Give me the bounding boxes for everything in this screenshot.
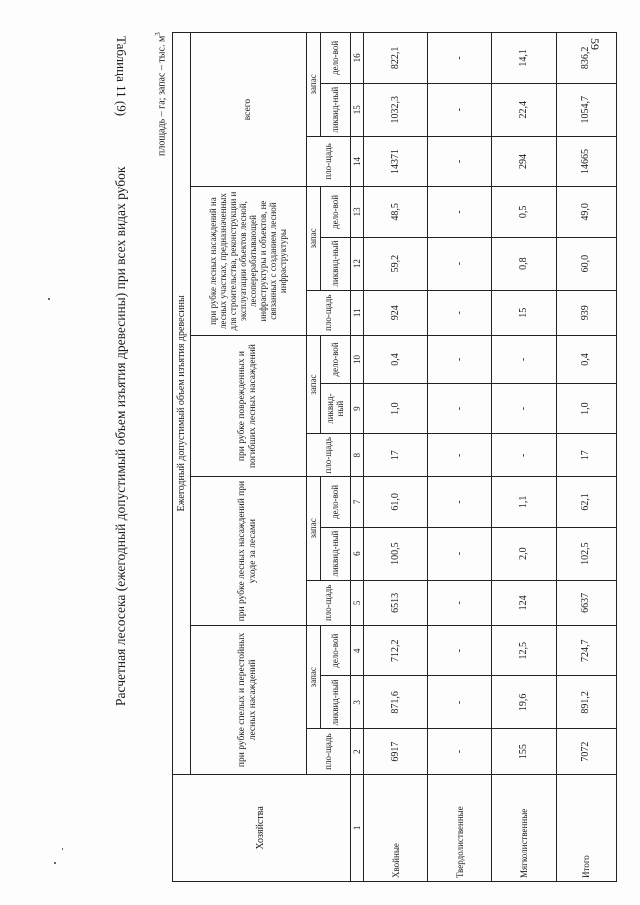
header-allowable: Ежегодный допустимый объем изъятия древесины	[173, 33, 191, 775]
sub-area: пло-щадь	[306, 580, 350, 625]
sub-stock: запас	[306, 335, 320, 433]
sub-business: дело-вой	[320, 626, 350, 676]
row-label: Хвойные	[363, 774, 427, 881]
table-cell: -	[428, 527, 492, 580]
group-construction: при рубке лесных насаждений на лесных участках, предназначенных для строительства, реконструкции и эксплуатации объектов лесной, лесоперерабатывающей инфраструктуры и объектов, не связанных с созданием лесной инфраструктуры	[191, 187, 307, 336]
group-mature: при рубке спелых и перестойных лесных насаждений	[191, 626, 307, 775]
scan-speck	[62, 848, 63, 850]
table-cell: -	[428, 290, 492, 335]
table-cell: 822,1	[363, 33, 427, 84]
table-cell: 2,0	[492, 527, 556, 580]
table-cell: 0,5	[492, 187, 556, 237]
col-index: 7	[350, 477, 363, 527]
col-index: 14	[350, 136, 363, 186]
table-row	[492, 33, 556, 882]
scan-speck	[54, 862, 56, 864]
table-cell: 17	[556, 434, 616, 477]
table-cell: 14665	[556, 136, 616, 186]
table-cell: -	[492, 335, 556, 383]
col-index: 4	[350, 626, 363, 676]
table-cell: 836,2	[556, 33, 616, 84]
sub-stock: запас	[306, 33, 320, 137]
table-cell: 1054,7	[556, 83, 616, 136]
table-cell: -	[492, 434, 556, 477]
col-index: 13	[350, 187, 363, 237]
table-cell: 62,1	[556, 477, 616, 527]
sub-stock: запас	[306, 626, 320, 729]
col-index: 6	[350, 527, 363, 580]
sub-liquid: ликвид-ный	[320, 237, 350, 290]
units-note	[153, 32, 167, 156]
table-cell: 891,2	[556, 676, 616, 729]
table-row	[363, 33, 427, 882]
sub-liquid: ликвид-ный	[320, 383, 350, 433]
table-cell: -	[428, 335, 492, 383]
group-care: при рубке лесных насаждений при уходе за лесами	[191, 477, 307, 626]
header-farm: Хозяйства	[173, 774, 351, 881]
sub-business: дело-вой	[320, 477, 350, 527]
col-index: 16	[350, 33, 363, 84]
table-cell: 0,4	[363, 335, 427, 383]
table-cell: 939	[556, 290, 616, 335]
sub-area: пло-щадь	[306, 136, 350, 186]
table-body	[363, 33, 616, 882]
col-index: 1	[350, 774, 363, 881]
table-cell: 155	[492, 729, 556, 774]
page-number: 59	[588, 38, 602, 50]
table-cell: 6637	[556, 580, 616, 625]
sub-area: пло-щадь	[306, 290, 350, 335]
table-cell: -	[428, 729, 492, 774]
sub-liquid: ликвид-ный	[320, 83, 350, 136]
table-cell: -	[428, 83, 492, 136]
table-row	[556, 33, 616, 882]
sub-stock: запас	[306, 477, 320, 580]
allowable-cut-table-container	[172, 32, 617, 882]
table-cell: 1,0	[363, 383, 427, 433]
sub-business: дело-вой	[320, 187, 350, 237]
row-label: Итого	[556, 774, 616, 881]
table-cell: 124	[492, 580, 556, 625]
sub-liquid: ликвид-ный	[320, 527, 350, 580]
table-cell: -	[428, 434, 492, 477]
table-label: Таблица 11 (9)	[114, 36, 129, 117]
table-cell: -	[428, 626, 492, 676]
col-index: 15	[350, 83, 363, 136]
table-cell: -	[428, 383, 492, 433]
sub-area: пло-щадь	[306, 434, 350, 477]
table-cell: 6917	[363, 729, 427, 774]
table-cell: 100,5	[363, 527, 427, 580]
table-cell: 871,6	[363, 676, 427, 729]
row-label: Мягколиственные	[492, 774, 556, 881]
sub-liquid: ликвид-ный	[320, 676, 350, 729]
table-cell: -	[492, 383, 556, 433]
table-cell: -	[428, 477, 492, 527]
table-cell: -	[428, 187, 492, 237]
col-index: 3	[350, 676, 363, 729]
table-cell: 59,2	[363, 237, 427, 290]
table-cell: 924	[363, 290, 427, 335]
sub-area: пло-щадь	[306, 729, 350, 774]
row-label: Твердолиственные	[428, 774, 492, 881]
table-cell: 14371	[363, 136, 427, 186]
col-index: 11	[350, 290, 363, 335]
table-cell: 22,4	[492, 83, 556, 136]
scan-speck	[48, 298, 50, 300]
sub-business: дело-вой	[320, 335, 350, 383]
table-cell: 7072	[556, 729, 616, 774]
table-cell: 6513	[363, 580, 427, 625]
table-cell: 60,0	[556, 237, 616, 290]
sub-stock: запас	[306, 187, 320, 290]
table-cell: 294	[492, 136, 556, 186]
table-cell: 102,5	[556, 527, 616, 580]
table-cell: -	[428, 676, 492, 729]
table-cell: 1,0	[556, 383, 616, 433]
table-cell: 19,6	[492, 676, 556, 729]
table-cell: 49,0	[556, 187, 616, 237]
col-index: 9	[350, 383, 363, 433]
table-cell: 15	[492, 290, 556, 335]
table-cell: 17	[363, 434, 427, 477]
table-cell: 724,7	[556, 626, 616, 676]
table-cell: -	[428, 136, 492, 186]
table-cell: 1032,3	[363, 83, 427, 136]
table-cell: -	[428, 580, 492, 625]
col-index: 5	[350, 580, 363, 625]
table-row	[428, 33, 492, 882]
table-caption: Расчетная лесосека (ежегодный допустимый объем изъятия древесины) при всех видах рубок	[113, 166, 128, 706]
units-text: площадь – га; запас – тыс. м	[156, 35, 168, 156]
table-cell: 1,1	[492, 477, 556, 527]
table-cell: -	[428, 237, 492, 290]
col-index: 12	[350, 237, 363, 290]
col-index: 2	[350, 729, 363, 774]
group-total: всего	[191, 33, 307, 187]
table-cell: 61,0	[363, 477, 427, 527]
group-damaged: при рубке поврежденных и погибших лесных насаждений	[191, 335, 307, 476]
table-cell: 14,1	[492, 33, 556, 84]
table-cell: 12,5	[492, 626, 556, 676]
col-index: 10	[350, 335, 363, 383]
allowable-cut-table	[172, 32, 617, 882]
table-cell: 48,5	[363, 187, 427, 237]
table-cell: 0,4	[556, 335, 616, 383]
units-superscript: 3	[154, 32, 162, 36]
table-cell: -	[428, 33, 492, 84]
table-cell: 712,2	[363, 626, 427, 676]
table-cell: 0,8	[492, 237, 556, 290]
sub-business: дело-вой	[320, 33, 350, 84]
col-index: 8	[350, 434, 363, 477]
